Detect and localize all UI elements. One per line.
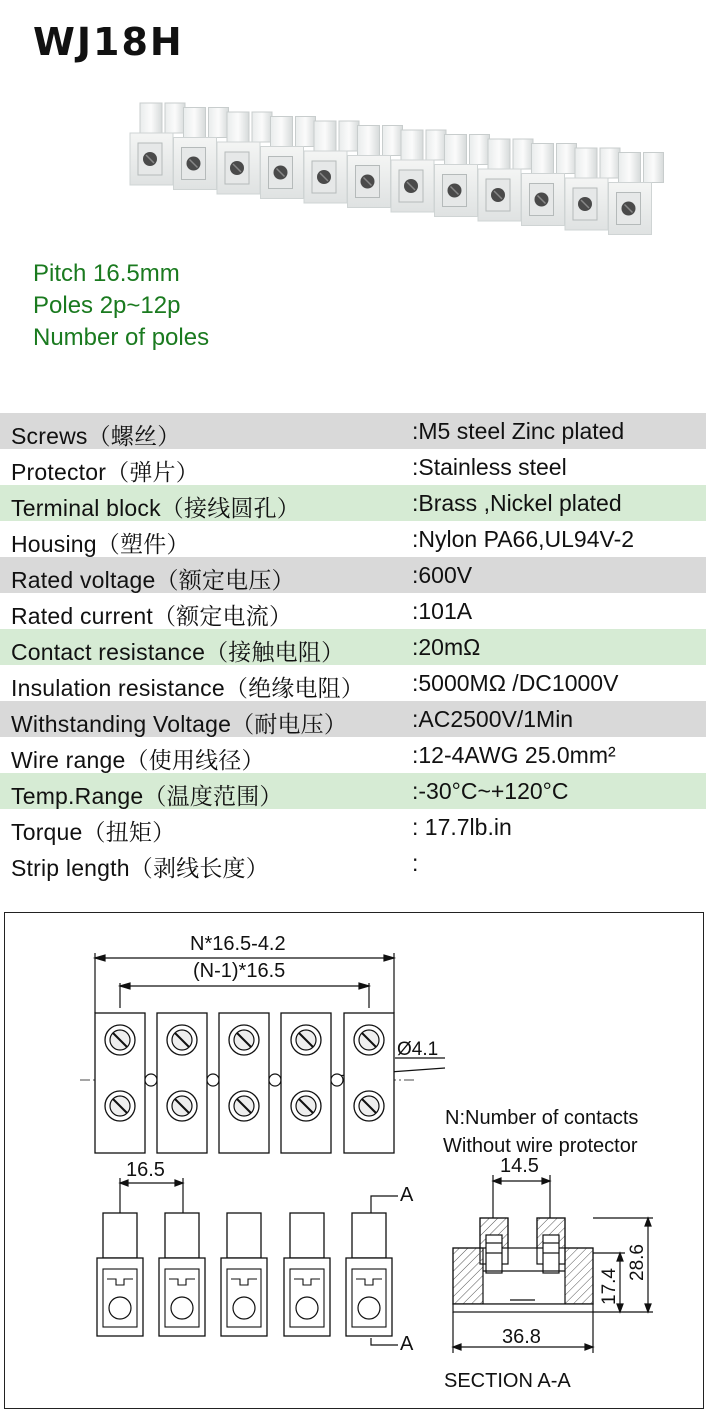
- mount-hole-icon: [331, 1074, 343, 1086]
- poles-text: Poles 2p~12p: [33, 292, 181, 319]
- spec-row: [0, 665, 706, 701]
- product-photo: [118, 95, 698, 265]
- dim-total-label: N*16.5-4.2: [190, 933, 286, 955]
- wire-hole-icon: [109, 1297, 131, 1319]
- top-view-cell: [344, 1013, 394, 1153]
- spec-label: Terminal block（接线圆孔）: [11, 495, 300, 521]
- spec-label: Housing（塑件）: [11, 531, 190, 557]
- spec-label: Torque（扭矩）: [11, 819, 176, 845]
- top-view-cell: [95, 1013, 145, 1153]
- spec-row: [0, 629, 706, 665]
- spec-row: [0, 413, 706, 449]
- spec-label: Insulation resistance（绝缘电阻）: [11, 675, 365, 701]
- spec-label: Rated voltage（额定电压）: [11, 567, 295, 593]
- front-view-cell: [159, 1213, 205, 1336]
- spec-label: Wire range（使用线径）: [11, 747, 265, 773]
- technical-drawing: [4, 912, 704, 1409]
- spec-row: [0, 809, 706, 845]
- spec-value: :Stainless steel: [412, 454, 567, 480]
- spec-value: : 17.7lb.in: [412, 814, 512, 840]
- mount-hole-icon: [269, 1074, 281, 1086]
- section-pitch-label: 14.5: [500, 1155, 539, 1177]
- spec-value: :101A: [412, 598, 473, 624]
- spec-row: [0, 845, 706, 881]
- mount-hole-icon: [145, 1074, 157, 1086]
- spec-value: :20mΩ: [412, 634, 481, 660]
- spec-row: [0, 485, 706, 521]
- wire-hole-icon: [233, 1297, 255, 1319]
- spec-row: [0, 773, 706, 809]
- spec-row: [0, 557, 706, 593]
- wire-hole-icon: [171, 1297, 193, 1319]
- spec-label: Strip length（剥线长度）: [11, 855, 269, 881]
- spec-label: Temp.Range（温度范围）: [11, 783, 283, 809]
- front-view-cell: [221, 1213, 267, 1336]
- spec-label: Rated current（额定电流）: [11, 603, 293, 629]
- spec-label: Protector（弹片）: [11, 459, 199, 485]
- spec-row: [0, 593, 706, 629]
- section-label: SECTION A-A: [444, 1370, 571, 1392]
- spec-label: Contact resistance（接触电阻）: [11, 639, 345, 665]
- drawing-canvas: [5, 913, 705, 1410]
- summary-block: [33, 258, 209, 354]
- spec-value: :12-4AWG 25.0mm²: [412, 742, 616, 768]
- pitch-text: Pitch 16.5mm: [33, 260, 180, 287]
- spec-row: [0, 701, 706, 737]
- spec-label: Screws（螺丝）: [11, 423, 181, 449]
- spec-value: :5000MΩ /DC1000V: [412, 670, 619, 696]
- mount-hole-icon: [207, 1074, 219, 1086]
- number-of-poles-text: Number of poles: [33, 324, 210, 351]
- spec-table: [0, 413, 706, 881]
- wire-hole-icon: [296, 1297, 318, 1319]
- spec-row: [0, 737, 706, 773]
- front-view-cell: [284, 1213, 330, 1336]
- spec-value: :Brass ,Nickel plated: [412, 490, 622, 516]
- spec-value: :Nylon PA66,UL94V-2: [412, 526, 635, 552]
- height-inner-label: 17.4: [599, 1268, 620, 1305]
- wire-hole-icon: [358, 1297, 380, 1319]
- front-view-cell: [346, 1213, 392, 1336]
- spec-row: [0, 449, 706, 485]
- hole-diameter-label: Ø4.1: [397, 1039, 439, 1060]
- note-contacts: N:Number of contacts: [445, 1107, 639, 1129]
- pitch-dim-label: 16.5: [126, 1159, 165, 1181]
- front-view-cell: [97, 1213, 143, 1336]
- spec-label: Withstanding Voltage（耐电压）: [11, 711, 348, 737]
- top-view-cell: [157, 1013, 207, 1153]
- product-title: WJ18H: [33, 20, 184, 64]
- top-view-cell: [219, 1013, 269, 1153]
- width-dim-label: 36.8: [502, 1326, 541, 1348]
- spec-value: :-30°C~+120°C: [412, 778, 569, 804]
- section-mark-top: A: [400, 1184, 414, 1206]
- height-total-label: 28.6: [627, 1244, 648, 1281]
- spec-row: [0, 521, 706, 557]
- dim-span-label: (N-1)*16.5: [193, 960, 286, 982]
- spec-value: :AC2500V/1Min: [412, 706, 574, 732]
- spec-value: :600V: [412, 562, 473, 588]
- top-view-cell: [281, 1013, 331, 1153]
- section-mark-bottom: A: [400, 1333, 414, 1355]
- spec-value: :M5 steel Zinc plated: [412, 418, 625, 444]
- spec-value: :: [412, 850, 419, 876]
- note-protector: Without wire protector: [443, 1135, 638, 1157]
